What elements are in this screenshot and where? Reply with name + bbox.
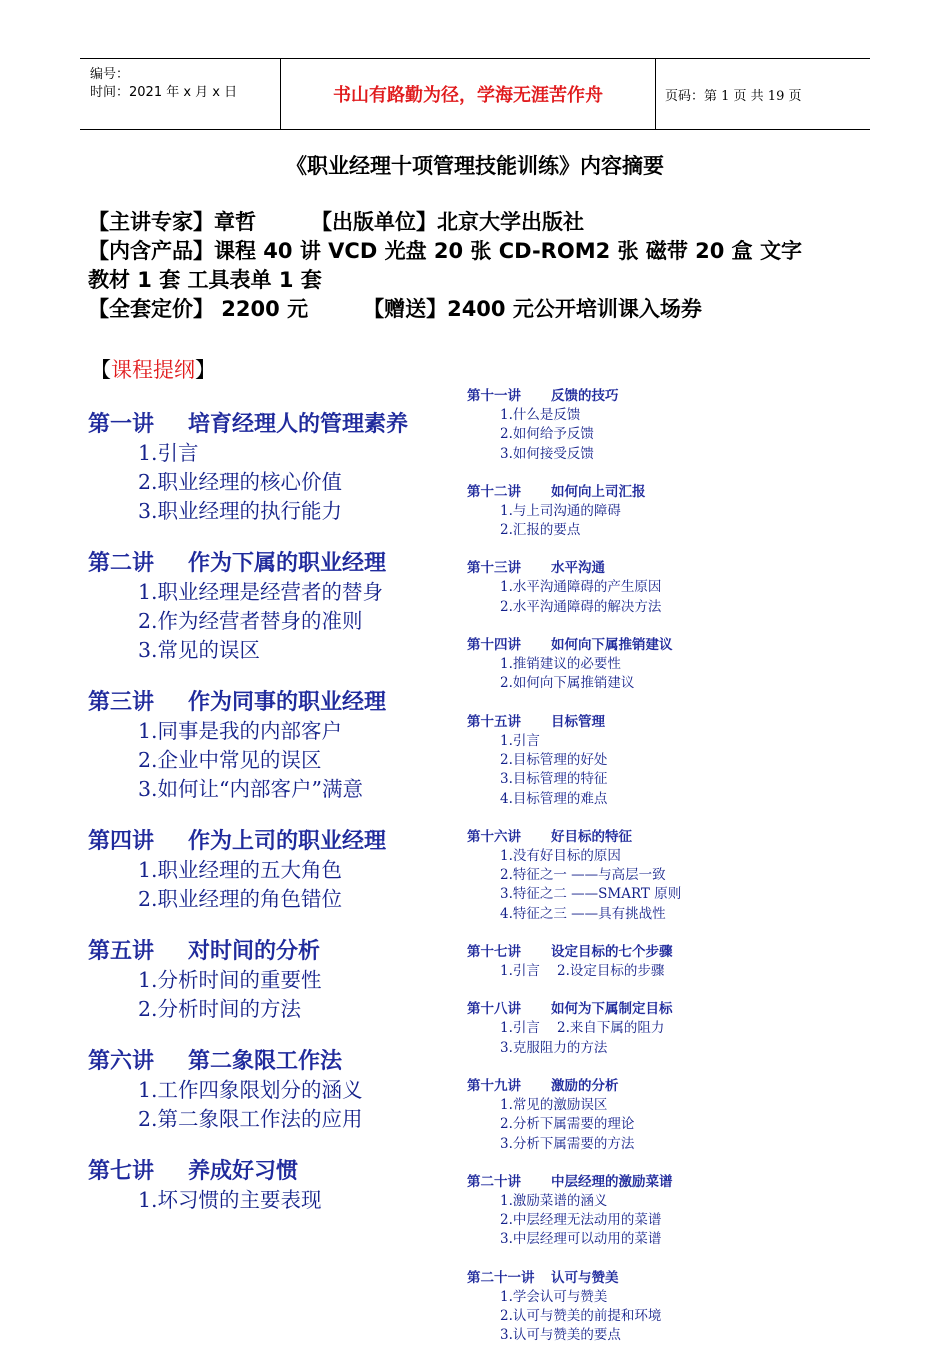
lecture-title: 如何向下属推销建议 bbox=[551, 637, 673, 654]
lecture-item: 2.认可与赞美的前提和环境 bbox=[500, 1308, 662, 1325]
lecture-item: 2.作为经营者替身的准则 bbox=[138, 609, 363, 633]
lecture-heading bbox=[467, 1268, 907, 1288]
lecture-number: 第十六讲 bbox=[467, 828, 521, 845]
page-header bbox=[80, 58, 870, 130]
outline-heading bbox=[90, 354, 216, 384]
lecture-item: 3.如何接受反馈 bbox=[500, 445, 594, 462]
lecture-item: 1.引言 bbox=[500, 732, 540, 749]
header-page-cell bbox=[655, 59, 870, 129]
lecture-title: 作为上司的职业经理 bbox=[188, 828, 387, 854]
lecture-item: 1.没有好目标的原因 bbox=[500, 847, 621, 864]
document-time-label: 时间：2021 年 x 月 x 日 bbox=[90, 85, 238, 100]
products-info-line1: 【内含产品】课程 40 讲 VCD 光盘 20 张 CD-ROM2 张 磁带 20 盒 文字 bbox=[88, 239, 802, 263]
lecture-item: 1.分析时间的重要性 bbox=[138, 968, 322, 992]
lecture-section bbox=[467, 999, 907, 1058]
lecture-item: 1.职业经理是经营者的替身 bbox=[138, 580, 384, 604]
lecture-heading bbox=[467, 827, 907, 847]
lecture-item: 2.水平沟通障碍的解决方法 bbox=[500, 598, 662, 615]
lecture-heading bbox=[467, 635, 907, 655]
lecture-item: 3.中层经理可以动用的菜谱 bbox=[500, 1231, 662, 1248]
lecture-title: 对时间的分析 bbox=[188, 938, 321, 964]
lecture-section bbox=[467, 827, 907, 924]
lecture-item: 1.引言 2.来自下属的阻力 bbox=[500, 1020, 665, 1037]
lecture-heading bbox=[467, 712, 907, 732]
lecture-section bbox=[88, 1046, 468, 1134]
lecture-number: 第五讲 bbox=[88, 938, 155, 964]
lecture-item: 3.特征之二 ——SMART 原则 bbox=[500, 886, 682, 903]
lecture-number: 第十五讲 bbox=[467, 713, 521, 730]
lecture-item: 1.职业经理的五大角色 bbox=[138, 858, 343, 882]
lecture-number: 第二讲 bbox=[88, 550, 155, 576]
lecture-item: 2.如何向下属推销建议 bbox=[500, 675, 635, 692]
lecture-title: 培育经理人的管理素养 bbox=[188, 411, 409, 437]
lecture-section bbox=[467, 635, 907, 694]
lecture-title: 好目标的特征 bbox=[551, 828, 632, 845]
lecture-item: 2.第二象限工作法的应用 bbox=[138, 1107, 363, 1131]
lecture-item: 2.职业经理的角色错位 bbox=[138, 887, 343, 911]
products-info-line2: 教材 1 套 工具表单 1 套 bbox=[88, 268, 322, 292]
lecture-title: 反馈的技巧 bbox=[551, 388, 619, 404]
lecture-item: 2.如何给予反馈 bbox=[500, 426, 594, 443]
lecture-item: 1.引言 bbox=[138, 441, 199, 465]
lecture-item: 1.学会认可与赞美 bbox=[500, 1288, 608, 1305]
lecture-heading bbox=[88, 687, 468, 717]
lecture-title: 水平沟通 bbox=[551, 560, 605, 577]
lecture-number: 第十四讲 bbox=[467, 637, 521, 654]
lecture-item: 1.同事是我的内部客户 bbox=[138, 719, 343, 743]
lecture-heading bbox=[88, 1046, 468, 1076]
lecture-item: 1.工作四象限划分的涵义 bbox=[138, 1078, 363, 1102]
lecture-item: 2.分析时间的方法 bbox=[138, 997, 302, 1021]
price-info: 【全套定价】 2200 元 bbox=[88, 297, 309, 321]
lecture-title: 目标管理 bbox=[551, 713, 605, 730]
lecture-heading bbox=[88, 409, 468, 439]
expert-info: 【主讲专家】章哲 bbox=[88, 210, 256, 234]
header-info-cell bbox=[80, 59, 280, 129]
lecture-title: 如何向上司汇报 bbox=[551, 483, 646, 500]
lecture-number: 第十七讲 bbox=[467, 944, 521, 961]
lecture-title: 作为下属的职业经理 bbox=[188, 550, 387, 576]
header-motto-cell bbox=[280, 59, 656, 129]
page-number-info: 页码：第 1 页 共 19 页 bbox=[665, 89, 802, 104]
lecture-section bbox=[467, 482, 907, 541]
lecture-item: 1.推销建议的必要性 bbox=[500, 656, 621, 673]
lecture-number: 第三讲 bbox=[88, 689, 155, 715]
lecture-number: 第十二讲 bbox=[467, 483, 521, 500]
lecture-heading bbox=[467, 1172, 907, 1192]
lecture-number: 第六讲 bbox=[88, 1048, 155, 1074]
lecture-item: 2.中层经理无法动用的菜谱 bbox=[500, 1212, 662, 1229]
lecture-item: 1.坏习惯的主要表现 bbox=[138, 1188, 322, 1212]
lecture-section bbox=[467, 1076, 907, 1154]
lecture-title: 认可与赞美 bbox=[551, 1269, 619, 1286]
lecture-item: 3.分析下属需要的方法 bbox=[500, 1135, 635, 1152]
lecture-section bbox=[467, 1268, 907, 1346]
lecture-number: 第十一讲 bbox=[467, 388, 521, 404]
lecture-number: 第一讲 bbox=[88, 411, 155, 437]
lecture-number: 第十九讲 bbox=[467, 1077, 521, 1094]
lecture-item: 1.什么是反馈 bbox=[500, 407, 581, 423]
lecture-number: 第二十一讲 bbox=[467, 1269, 535, 1286]
lecture-number: 第七讲 bbox=[88, 1158, 155, 1184]
lecture-section bbox=[88, 936, 468, 1024]
lecture-title: 激励的分析 bbox=[551, 1077, 619, 1094]
lecture-section bbox=[88, 826, 468, 914]
lecture-section bbox=[88, 548, 468, 665]
lecture-section bbox=[88, 1156, 468, 1215]
lecture-section bbox=[467, 942, 907, 981]
lecture-section bbox=[467, 558, 907, 617]
lecture-heading bbox=[467, 386, 907, 406]
lecture-item: 1.激励菜谱的涵义 bbox=[500, 1192, 608, 1209]
bracket-close: 】 bbox=[195, 358, 216, 382]
lecture-item: 2.企业中常见的误区 bbox=[138, 748, 322, 772]
lecture-title: 作为同事的职业经理 bbox=[188, 689, 387, 715]
lecture-heading bbox=[467, 999, 907, 1019]
lecture-item: 1.引言 2.设定目标的步骤 bbox=[500, 963, 665, 980]
lecture-title: 中层经理的激励菜谱 bbox=[551, 1173, 673, 1190]
lecture-section bbox=[467, 1172, 907, 1250]
right-lecture-column bbox=[467, 386, 907, 1364]
lecture-heading bbox=[467, 942, 907, 962]
lecture-item: 2.分析下属需要的理论 bbox=[500, 1116, 635, 1133]
lecture-item: 4.特征之三 ——具有挑战性 bbox=[500, 905, 666, 922]
lecture-section bbox=[88, 409, 468, 526]
lecture-section bbox=[88, 687, 468, 804]
lecture-item: 4.目标管理的难点 bbox=[500, 790, 608, 807]
publisher-info: 【出版单位】北京大学出版社 bbox=[311, 210, 584, 234]
lecture-heading bbox=[88, 1156, 468, 1186]
outline-heading-text: 课程提纲 bbox=[111, 358, 195, 382]
lecture-item: 1.水平沟通障碍的产生原因 bbox=[500, 579, 662, 596]
meta-line-price bbox=[88, 295, 878, 324]
lecture-number: 第二十讲 bbox=[467, 1173, 521, 1190]
lecture-item: 3.如何让“内部客户”满意 bbox=[138, 777, 364, 801]
left-lecture-column bbox=[88, 409, 468, 1237]
lecture-item: 2.目标管理的好处 bbox=[500, 751, 608, 768]
lecture-title: 设定目标的七个步骤 bbox=[551, 944, 673, 961]
lecture-item: 2.职业经理的核心价值 bbox=[138, 470, 343, 494]
lecture-item: 1.常见的激励误区 bbox=[500, 1096, 608, 1113]
bracket-open: 【 bbox=[90, 358, 111, 382]
lecture-title: 养成好习惯 bbox=[188, 1158, 299, 1184]
lecture-heading bbox=[467, 1076, 907, 1096]
lecture-title: 第二象限工作法 bbox=[188, 1048, 343, 1074]
lecture-section bbox=[467, 386, 907, 464]
lecture-item: 1.与上司沟通的障碍 bbox=[500, 502, 621, 519]
meta-line-expert bbox=[88, 208, 878, 237]
lecture-item: 3.目标管理的特征 bbox=[500, 771, 608, 788]
lecture-item: 2.汇报的要点 bbox=[500, 522, 581, 539]
gift-info: 【赠送】2400 元公开培训课入场券 bbox=[363, 297, 702, 321]
lecture-item: 3.克服阻力的方法 bbox=[500, 1039, 608, 1056]
document-title: 《职业经理十项管理技能训练》内容摘要 bbox=[286, 154, 664, 178]
lecture-heading bbox=[467, 558, 907, 578]
lecture-number: 第十三讲 bbox=[467, 560, 521, 577]
lecture-item: 2.特征之一 ——与高层一致 bbox=[500, 867, 666, 884]
lecture-number: 第十八讲 bbox=[467, 1001, 521, 1018]
lecture-item: 3.认可与赞美的要点 bbox=[500, 1327, 621, 1344]
lecture-heading bbox=[88, 826, 468, 856]
header-motto: 书山有路勤为径，学海无涯苦作舟 bbox=[333, 85, 603, 106]
lecture-heading bbox=[88, 548, 468, 578]
document-number-label: 编号： bbox=[90, 67, 130, 82]
lecture-heading bbox=[88, 936, 468, 966]
lecture-title: 如何为下属制定目标 bbox=[551, 1001, 673, 1018]
lecture-section bbox=[467, 712, 907, 809]
lecture-heading bbox=[467, 482, 907, 502]
lecture-number: 第四讲 bbox=[88, 828, 155, 854]
lecture-item: 3.常见的误区 bbox=[138, 638, 261, 662]
lecture-item: 3.职业经理的执行能力 bbox=[138, 499, 343, 523]
